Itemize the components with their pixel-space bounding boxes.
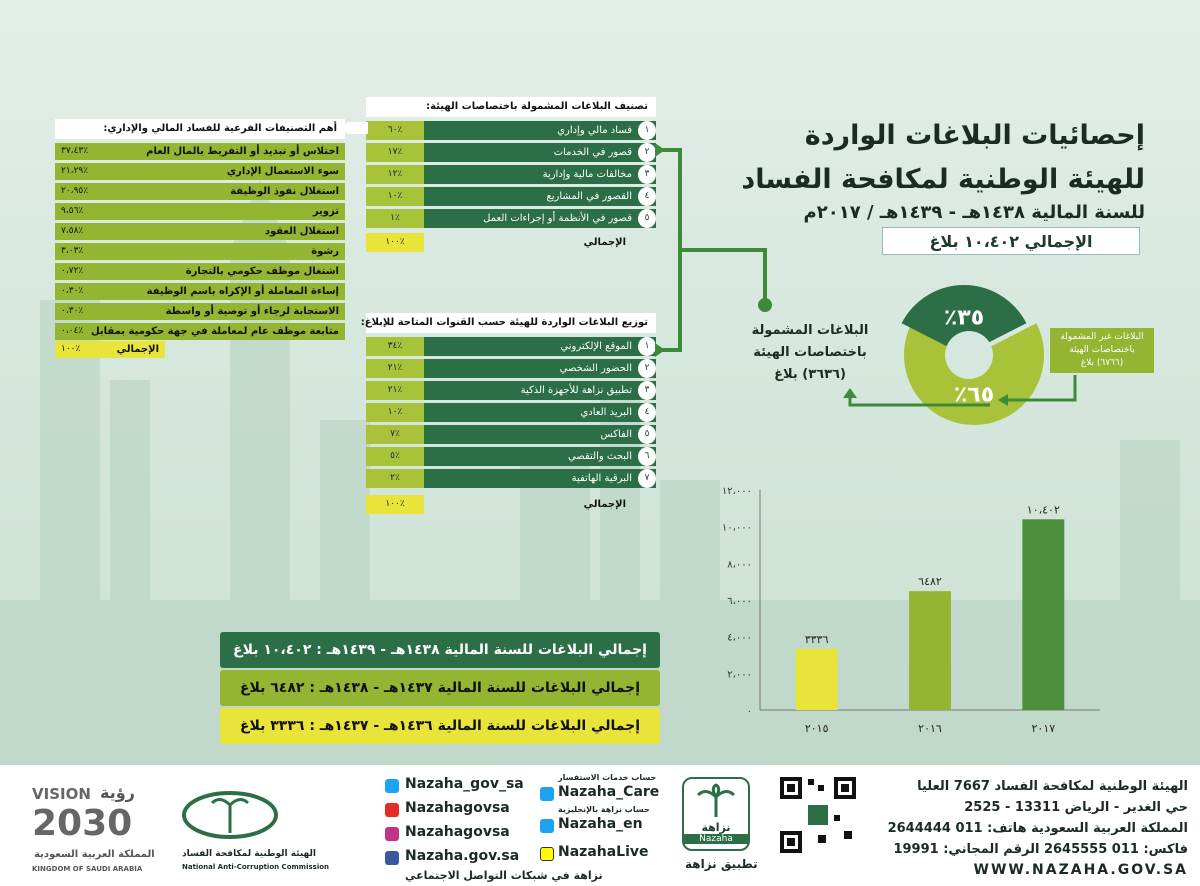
page-title-org: للهيئة الوطنية لمكافحة الفساد (741, 164, 1145, 195)
bar (1022, 519, 1064, 710)
table-row: استغلال نفوذ الوظيفة ٪٢٠،٩٥ (55, 183, 345, 200)
youtube-icon (385, 803, 399, 817)
table-row: ٤ القصور في المشاريع ٪١٠ (366, 187, 656, 206)
nazaha-app-icon[interactable] (682, 777, 750, 851)
social-handle-live[interactable]: NazahaLive (558, 844, 649, 860)
page-title: إحصائيات البلاغات الواردة (804, 120, 1145, 151)
table-row: رشوة ٪٣،٠٣ (55, 243, 345, 260)
table-row: ٧ البرقية الهاتفية ٪٢ (366, 469, 656, 488)
table-row: اختلاس أو تبديد أو التفريط بالمال العام ٪٣٧،٤٣ (55, 143, 345, 160)
table-row: ٥ الفاكس ٪٧ (366, 425, 656, 444)
bar (909, 591, 951, 710)
y-tick-label: ٦،٠٠٠ (727, 596, 752, 607)
yearly-reports-bar-chart (700, 470, 1120, 750)
table-row: اشتغال موظف حكومي بالتجارة ٪٠،٧٢ (55, 263, 345, 280)
table-row: ٢ قصور في الخدمات ٪١٧ (366, 143, 656, 162)
y-tick-label: ٤،٠٠٠ (727, 632, 752, 644)
table-row: ٥ قصور في الأنظمة أو إجراءات العمل ٪١ (366, 209, 656, 228)
table-row: متابعة موظف عام لمعاملة في جهة حكومية بمقابل ٪٠،٠٤ (55, 323, 345, 340)
table-total-row: الإجمالي ٪١٠٠ (55, 341, 165, 358)
org-fax: فاكس: 011 2645555 الرقم المجاني: 19991 (893, 842, 1188, 857)
snapchat-icon (540, 847, 554, 861)
table-row: تزوير ٪٩،٥٦ (55, 203, 345, 220)
qr-code-icon (778, 775, 858, 855)
channels-header: توزيع البلاغات الواردة للهيئة حسب القنوات المتاحة للإبلاغ: (366, 313, 656, 333)
table-total-row: الإجمالي ٪١٠٠ (366, 233, 656, 252)
social-handle-youtube[interactable]: Nazahagovsa (405, 800, 510, 816)
social-caption-care: حساب خدمات الاستفسار (558, 773, 657, 782)
table-row: ١ فساد مالي وإداري ٪٦٠ (366, 121, 656, 140)
y-tick-label: ٠ (746, 706, 752, 717)
y-tick-label: ٢،٠٠٠ (727, 669, 752, 681)
table-row: الاستجابة لرجاء أو توصية أو واسطة ٪٠،٣٠ (55, 303, 345, 320)
facebook-icon (385, 851, 399, 865)
org-phone: المملكة العربية السعودية هاتف: 011 2644444 (887, 821, 1188, 836)
x-tick-label: ٢٠١٧ (1031, 722, 1056, 735)
org-address-2: حي الغدير - الرياض 13311 - 2525 (964, 800, 1188, 815)
year-total-2015: إجمالي البلاغات للسنة المالية ١٤٣٦هـ - ١٤٣٧هـ : ٣٣٣٦ بلاغ (220, 708, 660, 744)
social-handle-instagram[interactable]: Nazahagovsa (405, 824, 510, 840)
social-handle-facebook[interactable]: Nazaha.gov.sa (405, 848, 520, 864)
vision-label-en: VISION (32, 785, 91, 803)
year-total-2016: إجمالي البلاغات للسنة المالية ١٤٣٧هـ - ١٤٣٨هـ : ٦٤٨٢ بلاغ (220, 670, 660, 706)
social-handle-care[interactable]: Nazaha_Care (558, 784, 660, 800)
palm-tree-icon (696, 783, 736, 817)
twitter-icon (540, 819, 554, 833)
table-total-row: الإجمالي ٪١٠٠ (366, 495, 656, 514)
app-name: نزاهة (701, 821, 731, 834)
classification-header: تصنيف البلاغات المشمولة باختصاصات الهيئة: (366, 97, 656, 117)
pie-slice-label: ٪٦٥ (953, 382, 995, 408)
x-tick-label: ٢٠١٥ (804, 722, 829, 735)
vision-year: 2030 (32, 803, 133, 844)
bar-value-label: ٦٤٨٢ (918, 575, 942, 589)
bar-value-label: ١٠،٤٠٢ (1026, 503, 1060, 517)
bar (796, 649, 838, 710)
table-row: ٣ مخالفات مالية وإدارية ٪١٢ (366, 165, 656, 184)
year-total-2017: إجمالي البلاغات للسنة المالية ١٤٣٨هـ - ١٤٣٩هـ : ١٠،٤٠٢ بلاغ (220, 632, 660, 668)
app-caption: تطبيق نزاهة (685, 857, 758, 871)
donut-arrows (840, 370, 1080, 415)
table-row: ٢ الحضور الشخصي ٪٢١ (366, 359, 656, 378)
grand-total-box: الإجمالي ١٠،٤٠٢ بلاغ (882, 227, 1140, 255)
vision-country-en: KINGDOM OF SAUDI ARABIA (32, 865, 143, 873)
table-row: ٤ البريد العادي ٪١٠ (366, 403, 656, 422)
table-row: سوء الاستعمال الإداري ٪٢١،٢٩ (55, 163, 345, 180)
pie-slice-label: ٪٣٥ (943, 305, 985, 331)
included-reports-label: البلاغات المشمولة باختصاصات الهيئة (٣٦٣٦) بلاغ (751, 323, 869, 382)
twitter-icon (540, 787, 554, 801)
fiscal-year-subtitle: للسنة المالية ١٤٣٨هـ - ١٤٣٩هـ / ٢٠١٧م (803, 202, 1145, 223)
bar-value-label: ٣٣٣٦ (804, 632, 829, 646)
table-row: إساءة المعاملة أو الإكراه باسم الوظيفة ٪٠،٣٠ (55, 283, 345, 300)
table-row: استغلال العقود ٪٧،٥٨ (55, 223, 345, 240)
website-link[interactable]: WWW.NAZAHA.GOV.SA (973, 862, 1188, 878)
connector-arrow (340, 118, 370, 138)
table-row: ٦ البحث والتقصي ٪٥ (366, 447, 656, 466)
y-tick-label: ٨،٠٠٠ (727, 559, 752, 571)
y-tick-label: ١٢،٠٠٠ (721, 486, 752, 497)
channels-table (360, 313, 656, 523)
instagram-icon (385, 827, 399, 841)
app-name-en: Nazaha (684, 834, 748, 844)
table-row: ١ الموقع الإلكتروني ٪٣٤ (366, 337, 656, 356)
commission-name-ar: الهيئة الوطنية لمكافحة الفساد (182, 849, 316, 859)
social-caption: نزاهة في شبكات التواصل الاجتماعي (405, 869, 603, 882)
x-tick-label: ٢٠١٦ (918, 722, 942, 735)
excluded-reports-label: البلاغات غير المشمولة باختصاصات الهيئة (٦٧٦٦) بلاغ (1050, 328, 1154, 373)
classification-table (366, 97, 656, 259)
y-tick-label: ١٠،٠٠٠ (721, 522, 752, 534)
social-handle-en[interactable]: Nazaha_en (558, 816, 643, 832)
subclass-table (55, 119, 345, 355)
commission-name-en: National Anti-Corruption Commission (182, 863, 330, 871)
org-address-1: الهيئة الوطنية لمكافحة الفساد 7667 العليا (917, 779, 1188, 794)
twitter-icon (385, 779, 399, 793)
subclass-header: أهم التصنيفات الفرعية للفساد المالي والإداري: (55, 119, 345, 139)
vision-label-ar: رؤية (100, 783, 135, 802)
vision-country-ar: المملكة العربية السعودية (34, 849, 155, 860)
table-row: ٣ تطبيق نزاهة للأجهزة الذكية ٪٢١ (366, 381, 656, 400)
social-caption-en: حساب نزاهة بالإنجليزية (558, 805, 650, 814)
nazaha-logo-icon (180, 783, 280, 843)
footer (0, 765, 1200, 886)
social-handle-twitter[interactable]: Nazaha_gov_sa (405, 776, 524, 792)
